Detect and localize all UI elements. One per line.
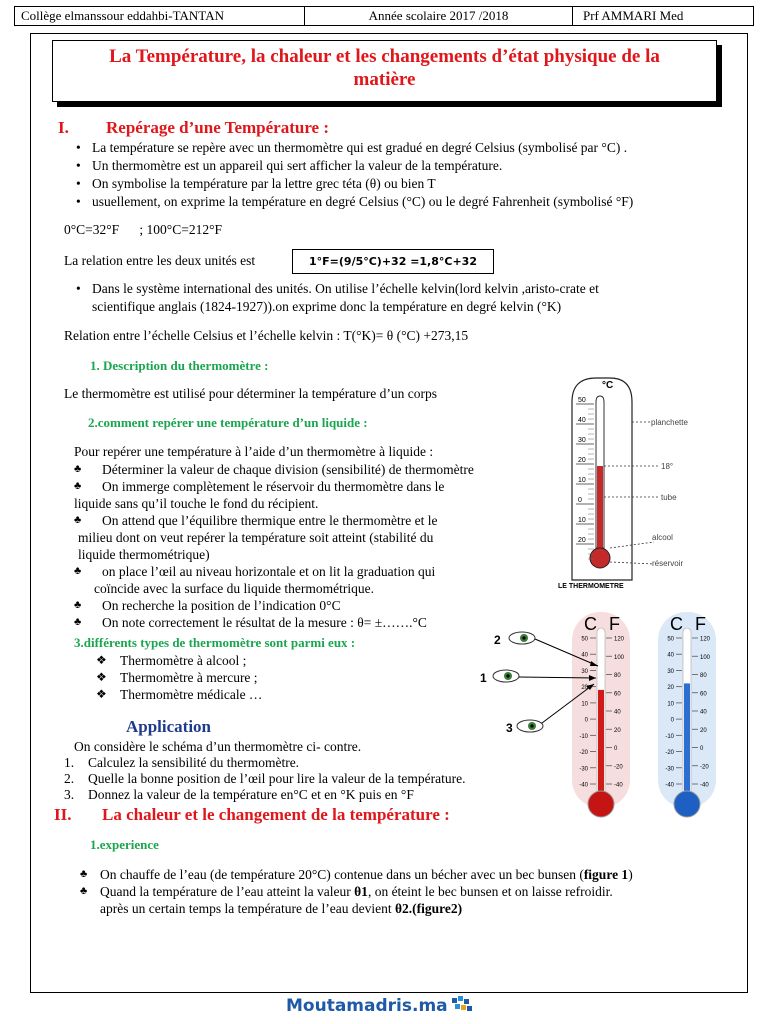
list-item: [80, 883, 740, 917]
club-icon: ♣: [80, 885, 88, 897]
header-bar: [14, 6, 754, 26]
tick-label: 20: [578, 537, 586, 544]
page-title: [52, 40, 717, 102]
relation-formula-box: [292, 249, 494, 274]
alcool-label: alcool: [652, 533, 673, 542]
blue-c-unit: C: [670, 614, 683, 634]
tick-label: -30: [665, 766, 674, 773]
list-item: [74, 597, 534, 614]
tick-label: -20: [665, 750, 674, 757]
sub-2-title: 2.comment repérer une température d’un liquide :: [88, 415, 368, 430]
tick-label: 120: [614, 636, 625, 643]
sub-1-text: Le thermomètre est utilisé pour déterminer la température d’un corps: [64, 386, 437, 401]
step-text: On attend que l’équilibre thermique entre le thermomètre et le: [102, 513, 438, 528]
tick-label: -10: [665, 733, 674, 740]
title-line-2: matière: [353, 69, 416, 90]
club-icon: ♣: [80, 868, 88, 880]
application-title: Application: [126, 717, 212, 736]
sub-1-title: 1. Description du thermomètre :: [90, 358, 269, 373]
eighteen-label: 18°: [661, 462, 674, 471]
step-text: On note correctement le résultat de la mesure : θ= ±…….°C: [102, 615, 427, 630]
tick-label: 0: [578, 497, 582, 504]
item-text: Thermomètre médicale …: [120, 687, 263, 702]
tick-label: -40: [700, 782, 709, 789]
list-item: [92, 686, 262, 703]
reservoir-label: réservoir: [652, 559, 684, 568]
tick-label: 120: [700, 636, 711, 643]
list-item: 2. Quelle la bonne position de l’œil pour lire la valeur de la température.: [64, 771, 466, 786]
tick-label: 40: [581, 652, 588, 659]
item-text: Thermomètre à alcool ;: [120, 653, 247, 668]
tick-label: -20: [700, 764, 709, 771]
tick-label: 60: [700, 691, 707, 698]
unit-equivalence: 0°C=32°F ; 100°C=212°F: [64, 222, 222, 237]
theta-2: θ2: [395, 901, 409, 916]
tick-label: 100: [700, 654, 711, 661]
tick-label: 10: [578, 517, 586, 524]
step-text: coïncide avec la surface du liquide thermométrique.: [94, 581, 375, 596]
kelvin-line-2: scientifique anglais (1824-1927)).on exprime donc la température en degré kelvin (°K): [92, 299, 562, 314]
tick-label: -20: [614, 764, 623, 771]
eye-label-2: 2: [494, 633, 501, 647]
step-text: Déterminer la valeur de chaque division (sensibilité) de thermomètre: [102, 462, 474, 477]
tick-label: 10: [578, 477, 586, 484]
step-text: On recherche la position de l’indication 0°C: [102, 598, 341, 613]
title-line-1: La Température, la chaleur et les changements d’état physique de la: [109, 46, 660, 67]
list-item: [80, 866, 740, 883]
club-icon: ♣: [74, 480, 82, 492]
club-icon: ♣: [74, 463, 82, 475]
tick-label: 30: [581, 668, 588, 675]
eye-label-1: 1: [480, 671, 487, 685]
step-text: On chauffe de l’eau (de température 20°C) contenue dans un bécher avec un bec bunsen (: [100, 867, 584, 882]
tick-label: -30: [579, 766, 588, 773]
club-icon: ♣: [74, 616, 82, 628]
tick-label: 40: [700, 709, 707, 716]
club-icon: ♣: [74, 565, 82, 577]
list-item: 3. Donnez la valeur de la température en°C et en °K puis en °F: [64, 787, 414, 802]
section-2-number: II.: [54, 805, 72, 824]
experience-steps: [80, 866, 740, 917]
step-text: liquide thermométrique): [78, 547, 210, 562]
tick-label: 0: [614, 746, 618, 752]
tick-label: 50: [578, 397, 586, 404]
red-liquid-column: [598, 690, 604, 798]
blue-f-unit: F: [695, 614, 706, 634]
list-item: [92, 669, 262, 686]
tick-label: -20: [579, 750, 588, 757]
tick-label: 40: [614, 709, 621, 716]
list-item: • Un thermomètre est un appareil qui sert afficher la valeur de la température.: [72, 157, 732, 175]
red-f-unit: F: [609, 614, 620, 634]
tick-label: 50: [667, 636, 674, 643]
step-text-bold: figure 1: [583, 867, 629, 882]
list-item: • On symbolise la température par la lettre grec téta (θ) ou bien T: [72, 175, 732, 193]
tick-label: 0: [700, 746, 704, 752]
reservoir-bulb: [590, 548, 610, 568]
tick-label: 40: [578, 417, 586, 424]
section-1-number: I.: [58, 118, 69, 137]
item-text: Thermomètre à mercure ;: [120, 670, 258, 685]
tick-label: 20: [614, 727, 621, 734]
tick-label: 0: [670, 717, 674, 724]
school-name: Collège elmanssour eddahbi-TANTAN: [15, 7, 305, 25]
tick-label: 10: [667, 701, 674, 708]
step-text: après un certain temps la température de l’eau devient: [100, 901, 395, 916]
step-text: .(figure2): [408, 901, 463, 916]
tick-label: 30: [578, 437, 586, 444]
question-text: Calculez la sensibilité du thermomètre.: [88, 755, 300, 770]
list-item: [74, 512, 534, 563]
tick-label: -40: [614, 782, 623, 789]
question-text: Quelle la bonne position de l’œil pour lire la valeur de la température.: [88, 771, 466, 786]
tick-label: 50: [581, 636, 588, 643]
tick-label: -10: [579, 733, 588, 740]
unit-label: °C: [602, 380, 614, 391]
list-item: [74, 461, 534, 478]
list-item: [74, 478, 534, 512]
logo-text: Moutamadris.ma: [286, 996, 448, 1016]
club-icon: ♣: [74, 599, 82, 611]
list-item: [74, 563, 534, 597]
grid-logo-icon: [452, 996, 474, 1016]
blue-bulb: [674, 791, 700, 817]
tube-label: tube: [661, 493, 677, 502]
step-text: , on éteint le bec bunsen et on laisse refroidir.: [367, 884, 613, 899]
list-item: [74, 614, 534, 631]
step-text: Quand la température de l’eau atteint la valeur: [100, 884, 355, 899]
kelvin-bullet: [72, 280, 732, 316]
question-text: Donnez la valeur de la température en°C et en °K puis en °F: [88, 787, 414, 802]
list-item: 1. Calculez la sensibilité du thermomètre.: [64, 755, 300, 770]
red-c-unit: C: [584, 614, 597, 634]
step-text: On immerge complètement le réservoir du thermomètre dans le: [102, 479, 445, 494]
alcohol-column: [597, 466, 603, 550]
step-text: ): [628, 867, 633, 882]
tick-label: 80: [614, 673, 621, 679]
diamond-icon: ❖: [96, 670, 107, 684]
step-text: on place l’œil au niveau horizontale et on lit la graduation qui: [102, 564, 436, 579]
section-1-title: Repérage d’une Température :: [106, 118, 330, 137]
tick-label: 60: [614, 691, 621, 698]
blue-liquid-column: [684, 683, 690, 798]
theta-1: θ1: [354, 884, 368, 899]
tick-label: 0: [584, 717, 588, 724]
diamond-icon: ❖: [96, 687, 107, 701]
eye-label-3: 3: [506, 721, 513, 735]
list-item: [72, 280, 732, 316]
sub-2-intro: Pour repérer une température à l’aide d’un thermomètre à liquide :: [74, 444, 434, 459]
experience-title: 1.experience: [90, 837, 159, 852]
tick-label: 20: [581, 685, 588, 692]
application-questions: [64, 755, 466, 803]
red-bulb: [588, 791, 614, 817]
teacher-name: Prf AMMARI Med: [583, 8, 684, 23]
tick-label: 40: [667, 652, 674, 659]
tick-label: 20: [578, 457, 586, 464]
thermometer-diagram: [554, 372, 740, 592]
sub-2-steps: [74, 461, 534, 631]
planchette-label: planchette: [651, 418, 688, 427]
list-item: • usuellement, on exprime la température en degré Celsius (°C) ou le degré Fahrenheit (symbolisé °F): [72, 193, 732, 211]
step-text: milieu dont on veut repérer la température soit atteint (stabilité du: [78, 530, 434, 545]
footer-logo: [286, 996, 474, 1016]
tick-label: 30: [667, 668, 674, 675]
sub-3-title: 3.différents types de thermomètre sont parmi eux :: [74, 635, 356, 650]
kelvin-relation: Relation entre l’échelle Celsius et l’échelle kelvin : T(°K)= θ (°C) +273,15: [64, 328, 469, 343]
tick-label: -40: [579, 782, 588, 789]
relation-label: La relation entre les deux unités est: [64, 253, 256, 268]
relation-formula: 1°F=(9/5°C)+32 =1,8°C+32: [309, 255, 477, 268]
tick-label: -40: [665, 782, 674, 789]
tick-label: 80: [700, 673, 707, 679]
sub-3-items: [92, 652, 262, 703]
school-year: Année scolaire 2017 /2018: [305, 7, 573, 25]
tick-label: 100: [614, 654, 625, 661]
list-item: [92, 652, 262, 669]
section-2-heading: [54, 805, 450, 825]
section-1-bullets: [72, 139, 732, 211]
application-intro: On considère le schéma d’un thermomètre ci- contre.: [74, 739, 362, 754]
two-thermometers-figure: [476, 608, 746, 838]
tick-label: 10: [581, 701, 588, 708]
step-text: liquide sans qu’il touche le fond du récipient.: [74, 496, 319, 511]
section-1-heading: [58, 118, 329, 138]
kelvin-line-1: Dans le système international des unités. On utilise l’échelle kelvin(lord kelvin ,aristo-crate et: [92, 281, 599, 296]
club-icon: ♣: [74, 514, 82, 526]
section-2-title: La chaleur et le changement de la température :: [102, 805, 450, 824]
tick-label: 20: [667, 685, 674, 692]
tick-label: 20: [700, 727, 707, 734]
list-item: • La température se repère avec un thermomètre qui est gradué en degré Celsius (symbolisé par °C) .: [72, 139, 732, 157]
thermometer-caption: LE THERMOMETRE: [558, 583, 624, 590]
diamond-icon: ❖: [96, 653, 107, 667]
